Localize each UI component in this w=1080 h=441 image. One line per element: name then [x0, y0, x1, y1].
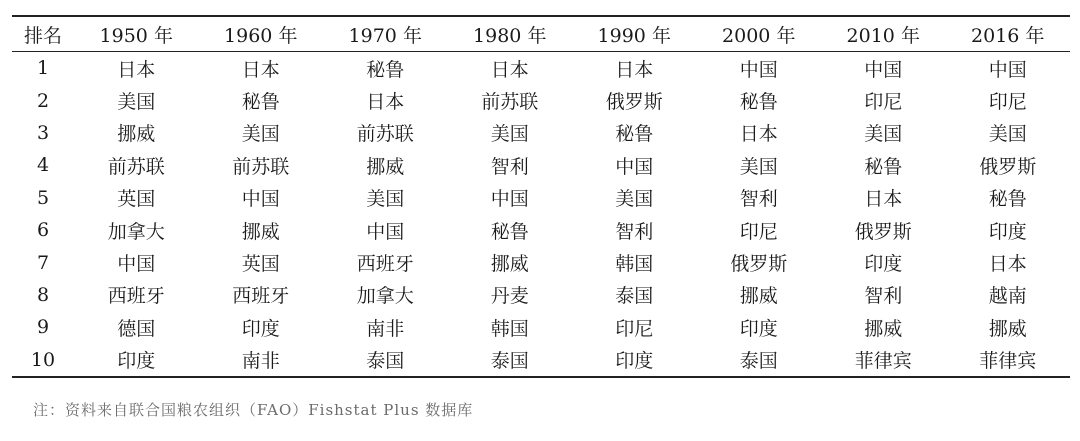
country-cell: 俄罗斯: [979, 155, 1037, 178]
rank-cell: 8: [36, 283, 50, 306]
country-cell: 俄罗斯: [605, 91, 663, 114]
table-row: [12, 84, 1070, 116]
country-cell: 挪威: [988, 317, 1027, 340]
header-1950: 1950 年: [99, 24, 173, 47]
country-cell: 美国: [988, 123, 1027, 146]
source-note: 注：资料来自联合国粮农组织（FAO）Fishstat Plus 数据库: [33, 401, 474, 419]
table-row: [12, 182, 1070, 214]
country-cell: 日本: [864, 188, 903, 211]
country-cell: 印度: [241, 317, 280, 340]
country-cell: 秘鲁: [739, 91, 778, 114]
country-cell: 挪威: [739, 285, 778, 308]
country-cell: 美国: [864, 123, 903, 146]
table-row: [12, 52, 1070, 85]
country-cell: 加拿大: [107, 220, 165, 243]
country-cell: 中国: [739, 58, 778, 81]
country-cell: 印度: [864, 253, 903, 276]
table-row: [12, 279, 1070, 311]
country-cell: 日本: [739, 123, 778, 146]
rank-cell: 2: [36, 89, 50, 112]
header-1960: 1960 年: [224, 24, 298, 47]
country-cell: 印度: [615, 350, 654, 373]
country-cell: 印尼: [988, 91, 1027, 114]
country-cell: 菲律宾: [854, 350, 912, 373]
country-cell: 俄罗斯: [730, 253, 788, 276]
country-cell: 菲律宾: [979, 350, 1037, 373]
country-cell: 西班牙: [356, 253, 414, 276]
country-cell: 智利: [615, 220, 654, 243]
table-body: [12, 52, 1070, 377]
country-cell: 中国: [117, 253, 156, 276]
country-cell: 挪威: [366, 155, 405, 178]
country-cell: 美国: [739, 155, 778, 178]
country-cell: 日本: [241, 58, 280, 81]
country-cell: 秘鲁: [864, 155, 903, 178]
header-1970: 1970 年: [348, 24, 422, 47]
country-cell: 美国: [615, 188, 654, 211]
table-row: [12, 344, 1070, 377]
country-cell: 印度: [117, 350, 156, 373]
country-cell: 美国: [366, 188, 405, 211]
rank-cell: 7: [36, 251, 50, 274]
country-cell: 秘鲁: [241, 91, 280, 114]
country-cell: 中国: [864, 58, 903, 81]
country-cell: 泰国: [490, 350, 529, 373]
country-cell: 西班牙: [107, 285, 165, 308]
country-cell: 日本: [988, 253, 1027, 276]
country-cell: 印度: [739, 317, 778, 340]
country-cell: 加拿大: [356, 285, 414, 308]
country-cell: 日本: [490, 58, 529, 81]
country-cell: 挪威: [241, 220, 280, 243]
header-2010: 2010 年: [846, 24, 920, 47]
rank-cell: 6: [36, 219, 50, 242]
country-cell: 日本: [366, 91, 405, 114]
country-cell: 南非: [241, 350, 280, 373]
country-cell: 中国: [490, 188, 529, 211]
country-cell: 俄罗斯: [854, 220, 912, 243]
country-cell: 越南: [988, 285, 1027, 308]
country-cell: 智利: [864, 285, 903, 308]
country-cell: 挪威: [490, 253, 529, 276]
header-1990: 1990 年: [597, 24, 671, 47]
country-cell: 印尼: [864, 91, 903, 114]
country-cell: 南非: [366, 317, 405, 340]
header-row: [12, 16, 1070, 52]
country-cell: 英国: [241, 253, 280, 276]
country-cell: 韩国: [490, 317, 529, 340]
country-cell: 丹麦: [490, 285, 529, 308]
country-cell: 中国: [241, 188, 280, 211]
header-2000: 2000 年: [722, 24, 796, 47]
country-cell: 前苏联: [481, 91, 539, 114]
country-cell: 智利: [739, 188, 778, 211]
country-cell: 泰国: [366, 350, 405, 373]
rank-cell: 5: [36, 186, 50, 209]
country-cell: 前苏联: [107, 155, 165, 178]
country-cell: 挪威: [864, 317, 903, 340]
country-cell: 泰国: [615, 285, 654, 308]
ranking-table: [12, 15, 1070, 378]
table-row: [12, 246, 1070, 278]
country-cell: 挪威: [117, 123, 156, 146]
rank-cell: 3: [36, 121, 50, 144]
country-cell: 美国: [241, 123, 280, 146]
table-row: [12, 311, 1070, 343]
table-row: [12, 214, 1070, 246]
country-cell: 泰国: [739, 350, 778, 373]
country-cell: 秘鲁: [366, 58, 405, 81]
country-cell: 英国: [117, 188, 156, 211]
rank-cell: 9: [36, 316, 50, 339]
country-cell: 印尼: [615, 317, 654, 340]
country-cell: 中国: [366, 220, 405, 243]
country-cell: 前苏联: [232, 155, 290, 178]
table-row: [12, 149, 1070, 181]
country-cell: 日本: [615, 58, 654, 81]
country-cell: 美国: [117, 91, 156, 114]
country-cell: 韩国: [615, 253, 654, 276]
rank-cell: 4: [36, 154, 50, 177]
rank-cell: 10: [30, 348, 56, 371]
country-cell: 前苏联: [356, 123, 414, 146]
table-row: [12, 117, 1070, 149]
country-cell: 中国: [988, 58, 1027, 81]
country-cell: 秘鲁: [988, 188, 1027, 211]
country-cell: 印度: [988, 220, 1027, 243]
country-cell: 美国: [490, 123, 529, 146]
ranking-table-container: [12, 15, 1070, 378]
header-1980: 1980 年: [473, 24, 547, 47]
country-cell: 秘鲁: [490, 220, 529, 243]
country-cell: 智利: [490, 155, 529, 178]
header-2016: 2016 年: [971, 24, 1045, 47]
header-rank: 排名: [23, 24, 62, 47]
table-header: [12, 16, 1070, 52]
country-cell: 德国: [117, 317, 156, 340]
rank-cell: 1: [36, 57, 50, 80]
country-cell: 印尼: [739, 220, 778, 243]
country-cell: 西班牙: [232, 285, 290, 308]
country-cell: 日本: [117, 58, 156, 81]
country-cell: 中国: [615, 155, 654, 178]
country-cell: 秘鲁: [615, 123, 654, 146]
